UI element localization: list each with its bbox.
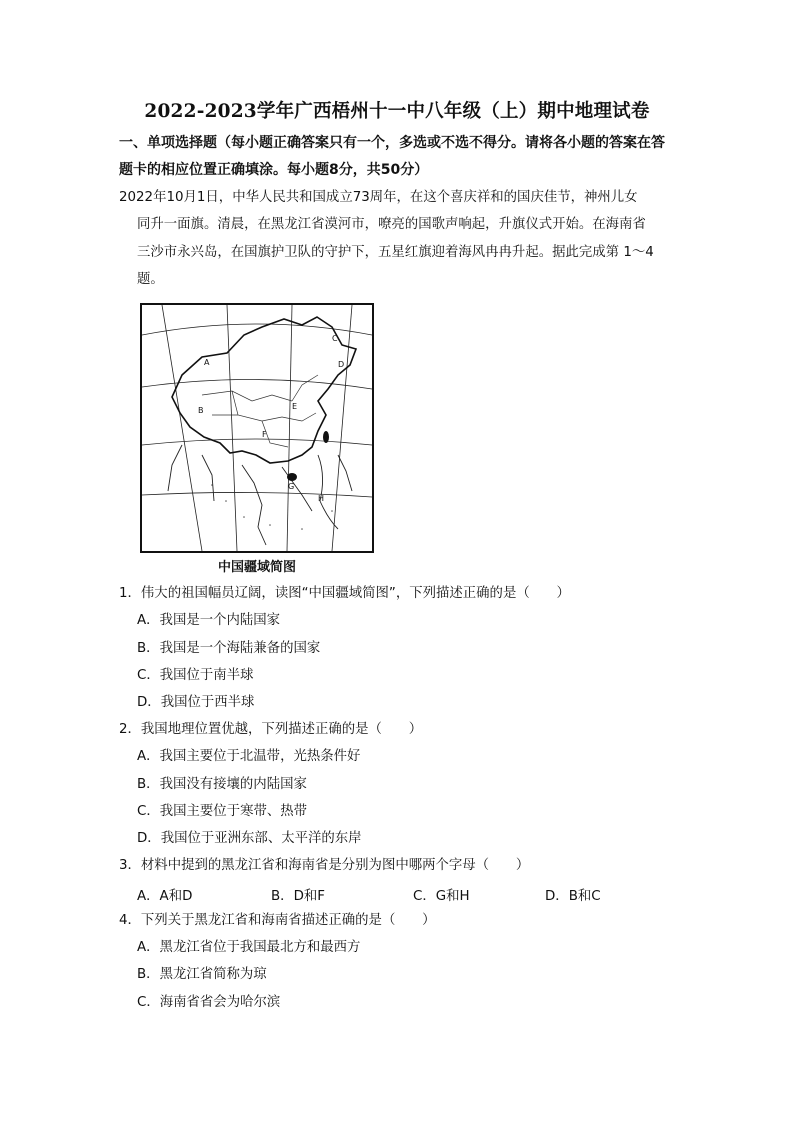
passage-line: 同升一面旗。清晨，在黑龙江省漠河市，嘹亮的国歌声响起，升旗仪式开始。在海南省 bbox=[137, 217, 646, 233]
question-option: B．我国是一个海陆兼备的国家 bbox=[137, 641, 321, 656]
china-territory-map bbox=[140, 303, 376, 575]
question-stem: 4．下列关于黑龙江省和海南省描述正确的是（ ） bbox=[119, 913, 436, 928]
question-option: D．B和C bbox=[545, 889, 601, 904]
question-option: C．海南省省会为哈尔滨 bbox=[137, 995, 281, 1010]
section-heading-line: 一、单项选择题（每小题正确答案只有一个，多选或不选不得分。请将各小题的答案在答 bbox=[119, 135, 665, 151]
question-option: C．G和H bbox=[413, 889, 470, 904]
question-stem: 2．我国地理位置优越，下列描述正确的是（ ） bbox=[119, 722, 423, 737]
question-option: A．黑龙江省位于我国最北方和最西方 bbox=[137, 940, 361, 955]
question-option: B．D和F bbox=[271, 889, 325, 904]
map-frame bbox=[140, 303, 374, 553]
question-options-row bbox=[137, 885, 697, 905]
map-label-a: A bbox=[204, 358, 210, 367]
question-stem: 3．材料中提到的黑龙江省和海南省是分别为图中哪两个字母（ ） bbox=[119, 858, 530, 873]
question-option: D．我国位于亚洲东部、太平洋的东岸 bbox=[137, 831, 362, 846]
question-option: D．我国位于西半球 bbox=[137, 695, 255, 710]
taiwan-island bbox=[323, 431, 329, 443]
map-caption: 中国疆域简图 bbox=[217, 560, 296, 575]
question-stem: 1．伟大的祖国幅员辽阔，读图“中国疆域简图”，下列描述正确的是（ ） bbox=[119, 586, 570, 601]
question-option: C．我国主要位于寒带、热带 bbox=[137, 804, 308, 819]
map-label-c: C bbox=[332, 334, 338, 343]
map-label-e: E bbox=[292, 402, 298, 411]
section-heading-line: 题卡的相应位置正确填涂。每小题8分，共50分） bbox=[119, 162, 429, 178]
passage-line: 题。 bbox=[137, 272, 164, 288]
question-option: C．我国位于南半球 bbox=[137, 668, 254, 683]
section-heading bbox=[119, 130, 679, 184]
map-label-b: B bbox=[198, 406, 204, 415]
passage-line: 2022年10月1日，中华人民共和国成立73周年，在这个喜庆祥和的国庆佳节，神州儿女 bbox=[119, 190, 638, 205]
map-label-g: G bbox=[288, 482, 295, 491]
page-title: 2022-2023学年广西梧州十一中八年级（上）期中地理试卷 bbox=[144, 101, 650, 122]
question-option: B．黑龙江省简称为琼 bbox=[137, 967, 267, 982]
question-option: B．我国没有接壤的内陆国家 bbox=[137, 777, 307, 792]
passage-line: 三沙市永兴岛，在国旗护卫队的守护下，五星红旗迎着海风冉冉升起。据此完成第 1～4 bbox=[137, 244, 654, 260]
map-label-h: H bbox=[318, 494, 325, 503]
map-label-f: F bbox=[262, 430, 267, 439]
question-option: A．我国是一个内陆国家 bbox=[137, 613, 281, 628]
map-label-d: D bbox=[338, 360, 345, 369]
question-option: A．A和D bbox=[137, 889, 193, 904]
passage bbox=[119, 184, 684, 294]
hainan-island bbox=[287, 473, 297, 481]
question-option: A．我国主要位于北温带，光热条件好 bbox=[137, 749, 361, 764]
map-drawing bbox=[142, 305, 372, 551]
